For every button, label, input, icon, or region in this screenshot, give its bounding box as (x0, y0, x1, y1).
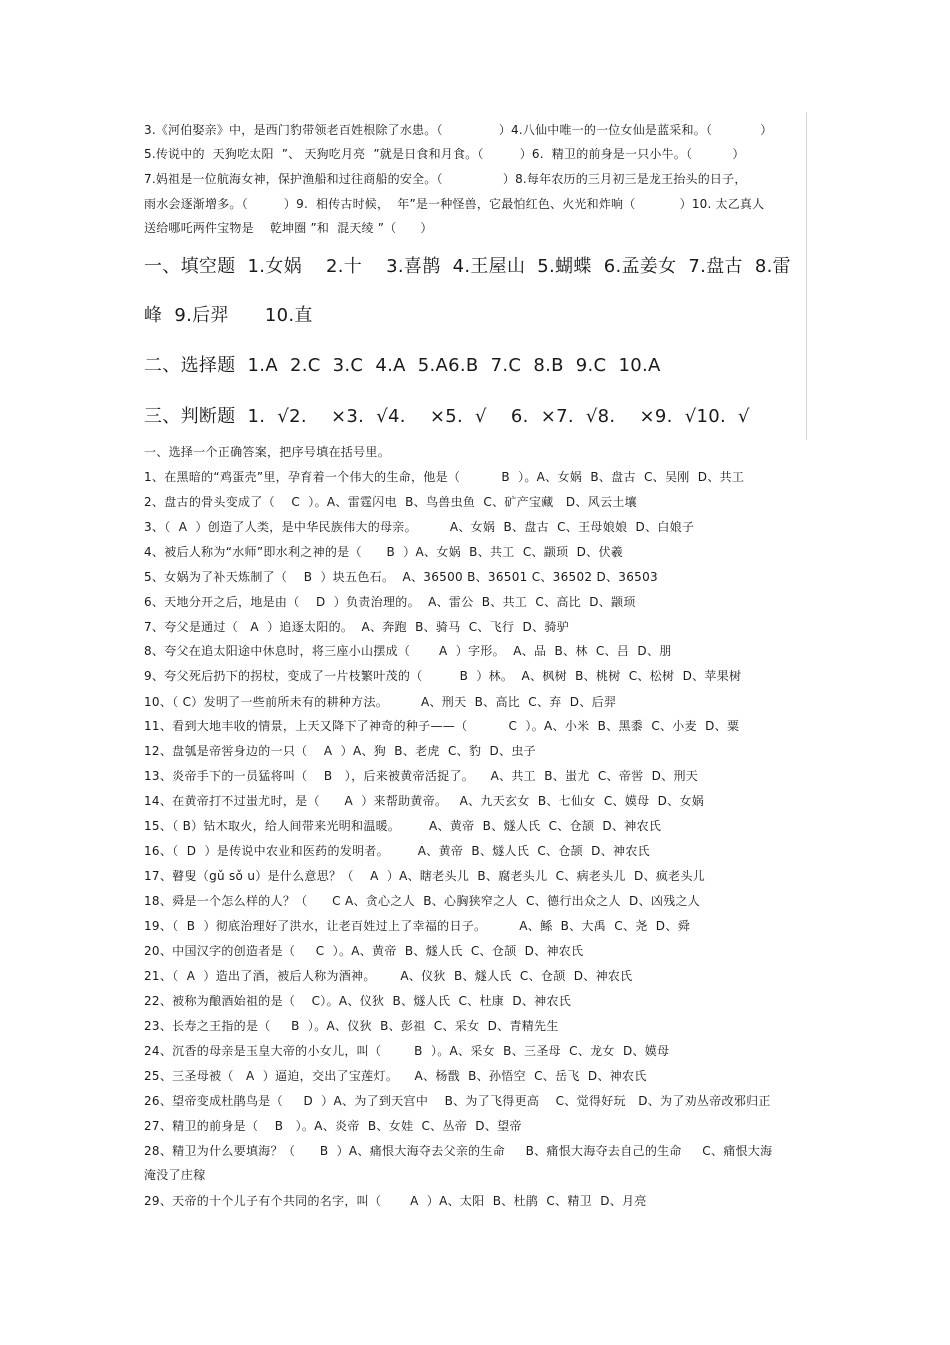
question-item: 4、被后人称为“水师”即水利之神的是（ B ）A、女娲 B、共工 C、颛顼 D、伏羲 (144, 545, 624, 559)
question-item: 9、夸父死后扔下的拐杖，变成了一片枝繁叶茂的（ B ）林。 A、枫树 B、桃树 C、松树 D、苹果树 (144, 669, 742, 683)
question-item: 21、（ A ）造出了酒，被后人称为酒神。 A、仪狄 B、燧人氏 C、仓颉 D、神农氏 (144, 969, 633, 983)
question-item: 22、被称为酿酒始祖的是（ C）。A、仪狄 B、燧人氏 C、杜康 D、神农氏 (144, 994, 572, 1008)
judge-line: 3.《河伯娶亲》中，是西门豹带领老百姓根除了水患。（ ）4.八仙中唯一的一位女仙是蓝采和。（ ） (144, 123, 773, 137)
question-item: 16、（ D ）是传说中农业和医药的发明者。 A、黄帝 B、燧人氏 C、仓颉 D、神农氏 (144, 844, 650, 858)
question-item: 25、三圣母被（ A ）逼迫，交出了宝莲灯。 A、杨戬 B、孙悟空 C、岳飞 D、神农氏 (144, 1069, 647, 1083)
question-item: 2、盘古的骨头变成了（ C ）。A、雷霆闪电 B、鸟兽虫鱼 C、矿产宝藏 D、风云土壤 (144, 495, 637, 509)
question-item: 23、长寿之王指的是（ B ）。A、仪狄 B、彭祖 C、采女 D、青精先生 (144, 1019, 559, 1033)
question-item: 13、炎帝手下的一员猛将叫（ B ），后来被黄帝活捉了。 A、共工 B、蚩尤 C、帝喾 D、刑天 (144, 769, 699, 783)
question-item: 24、沉香的母亲是玉皇大帝的小女儿，叫（ B ）。A、采女 B、三圣母 C、龙女 D、嫫母 (144, 1044, 670, 1058)
question-item: 17、瞽叟（gǔ sǒ u）是什么意思？（ A ）A、瞎老头儿 B、腐老头儿 C、病老头儿 D、疯老头儿 (144, 869, 706, 883)
question-item: 10、（ C）发明了一些前所未有的耕种方法。 A、刑天 B、高比 C、弃 D、后羿 (144, 695, 617, 709)
question-item: 3、（ A ）创造了人类，是中华民族伟大的母亲。 A、女娲 B、盘古 C、王母娘娘 D、白娘子 (144, 520, 695, 534)
answer-fill-blank: 一、填空题 1.女娲 2.十 3.喜鹊 4.王屋山 5.蝴蝶 6.孟姜女 7.盘古 8.雷 (144, 256, 791, 277)
answer-fill-blank-cont: 峰 9.后羿 10.直 (144, 305, 313, 326)
judge-line: 雨水会逐渐增多。（ ）9. 相传古时候， 年”是一种怪兽，它最怕红色、火光和炸响（ ）10. 太乙真人 (144, 197, 765, 211)
question-item: 12、盘瓠是帝喾身边的一只（ A ）A、狗 B、老虎 C、豹 D、虫子 (144, 744, 536, 758)
answer-judge: 三、判断题 1. √2. ×3. √4. ×5. √ 6. ×7. √8. ×9. √10. √ (144, 406, 750, 427)
question-item: 8、夸父在追太阳途中休息时，将三座小山摆成（ A ）字形。 A、品 B、林 C、吕 D、朋 (144, 644, 672, 658)
question-item: 26、望帝变成杜鹃鸟是（ D ）A、为了到天宫中 B、为了飞得更高 C、觉得好玩 D、为了劝丛帝改邪归正 (144, 1094, 771, 1108)
question-item: 15、（ B）钻木取火，给人间带来光明和温暖。 A、黄帝 B、燧人氏 C、仓颉 D、神农氏 (144, 819, 662, 833)
question-item-cont: 淹没了庄稼 (144, 1168, 206, 1182)
judge-line: 5.传说中的 天狗吃太阳 ”、 天狗吃月亮 ”就是日食和月食。（ ）6. 精卫的前身是一只小牛。（ ） (144, 147, 745, 161)
question-item: 5、女娲为了补天炼制了（ B ）块五色石。 A、36500 B、36501 C、36502 D、36503 (144, 570, 658, 584)
question-item: 1、在黑暗的“鸡蛋壳”里，孕育着一个伟大的生命，他是（ B ）。A、女娲 B、盘古 C、吴刚 D、共工 (144, 470, 745, 484)
question-item: 19、（ B ）彻底治理好了洪水，让老百姓过上了幸福的日子。 A、鲧 B、大禹 C、尧 D、舜 (144, 919, 690, 933)
question-item: 7、夸父是通过（ A ）追逐太阳的。 A、奔跑 B、骑马 C、飞行 D、骑驴 (144, 620, 569, 634)
question-item: 11、看到大地丰收的情景，上天又降下了神奇的种子——（ C ）。A、小米 B、黑黍 C、小麦 D、粟 (144, 719, 740, 733)
question-item: 18、舜是一个怎么样的人？（ C A、贪心之人 B、心胸狭窄之人 C、德行出众之人 D、凶残之人 (144, 894, 701, 908)
judge-line: 7.妈祖是一位航海女神，保护渔船和过往商船的安全。（ ）8.每年农历的三月初三是龙王抬头的日子， (144, 172, 747, 186)
question-item: 14、在黄帝打不过蚩尤时，是（ A ）来帮助黄帝。 A、九天玄女 B、七仙女 C、嫫母 D、女娲 (144, 794, 705, 808)
section-heading: 一、选择一个正确答案，把序号填在括号里。 (144, 445, 391, 459)
question-item: 28、精卫为什么要填海？（ B ）A、痛恨大海夺去父亲的生命 B、痛恨大海夺去自己的生命 C、痛恨大海 (144, 1144, 773, 1158)
question-item: 20、中国汉字的创造者是（ C ）。A、黄帝 B、燧人氏 C、仓颉 D、神农氏 (144, 944, 584, 958)
judge-line: 送给哪吒两件宝物是 乾坤圈 ”和 混天绫 ”（ ） (144, 221, 433, 235)
question-item: 29、天帝的十个儿子有个共同的名字，叫（ A ）A、太阳 B、杜鹃 C、精卫 D、月亮 (144, 1194, 647, 1208)
answer-choice: 二、选择题 1.A 2.C 3.C 4.A 5.A6.B 7.C 8.B 9.C 10.A (144, 355, 661, 376)
question-item: 27、精卫的前身是（ B ）。A、炎帝 B、女娃 C、丛帝 D、望帝 (144, 1119, 522, 1133)
question-item: 6、天地分开之后，地是由（ D ）负责治理的。 A、雷公 B、共工 C、高比 D、颛顼 (144, 595, 636, 609)
